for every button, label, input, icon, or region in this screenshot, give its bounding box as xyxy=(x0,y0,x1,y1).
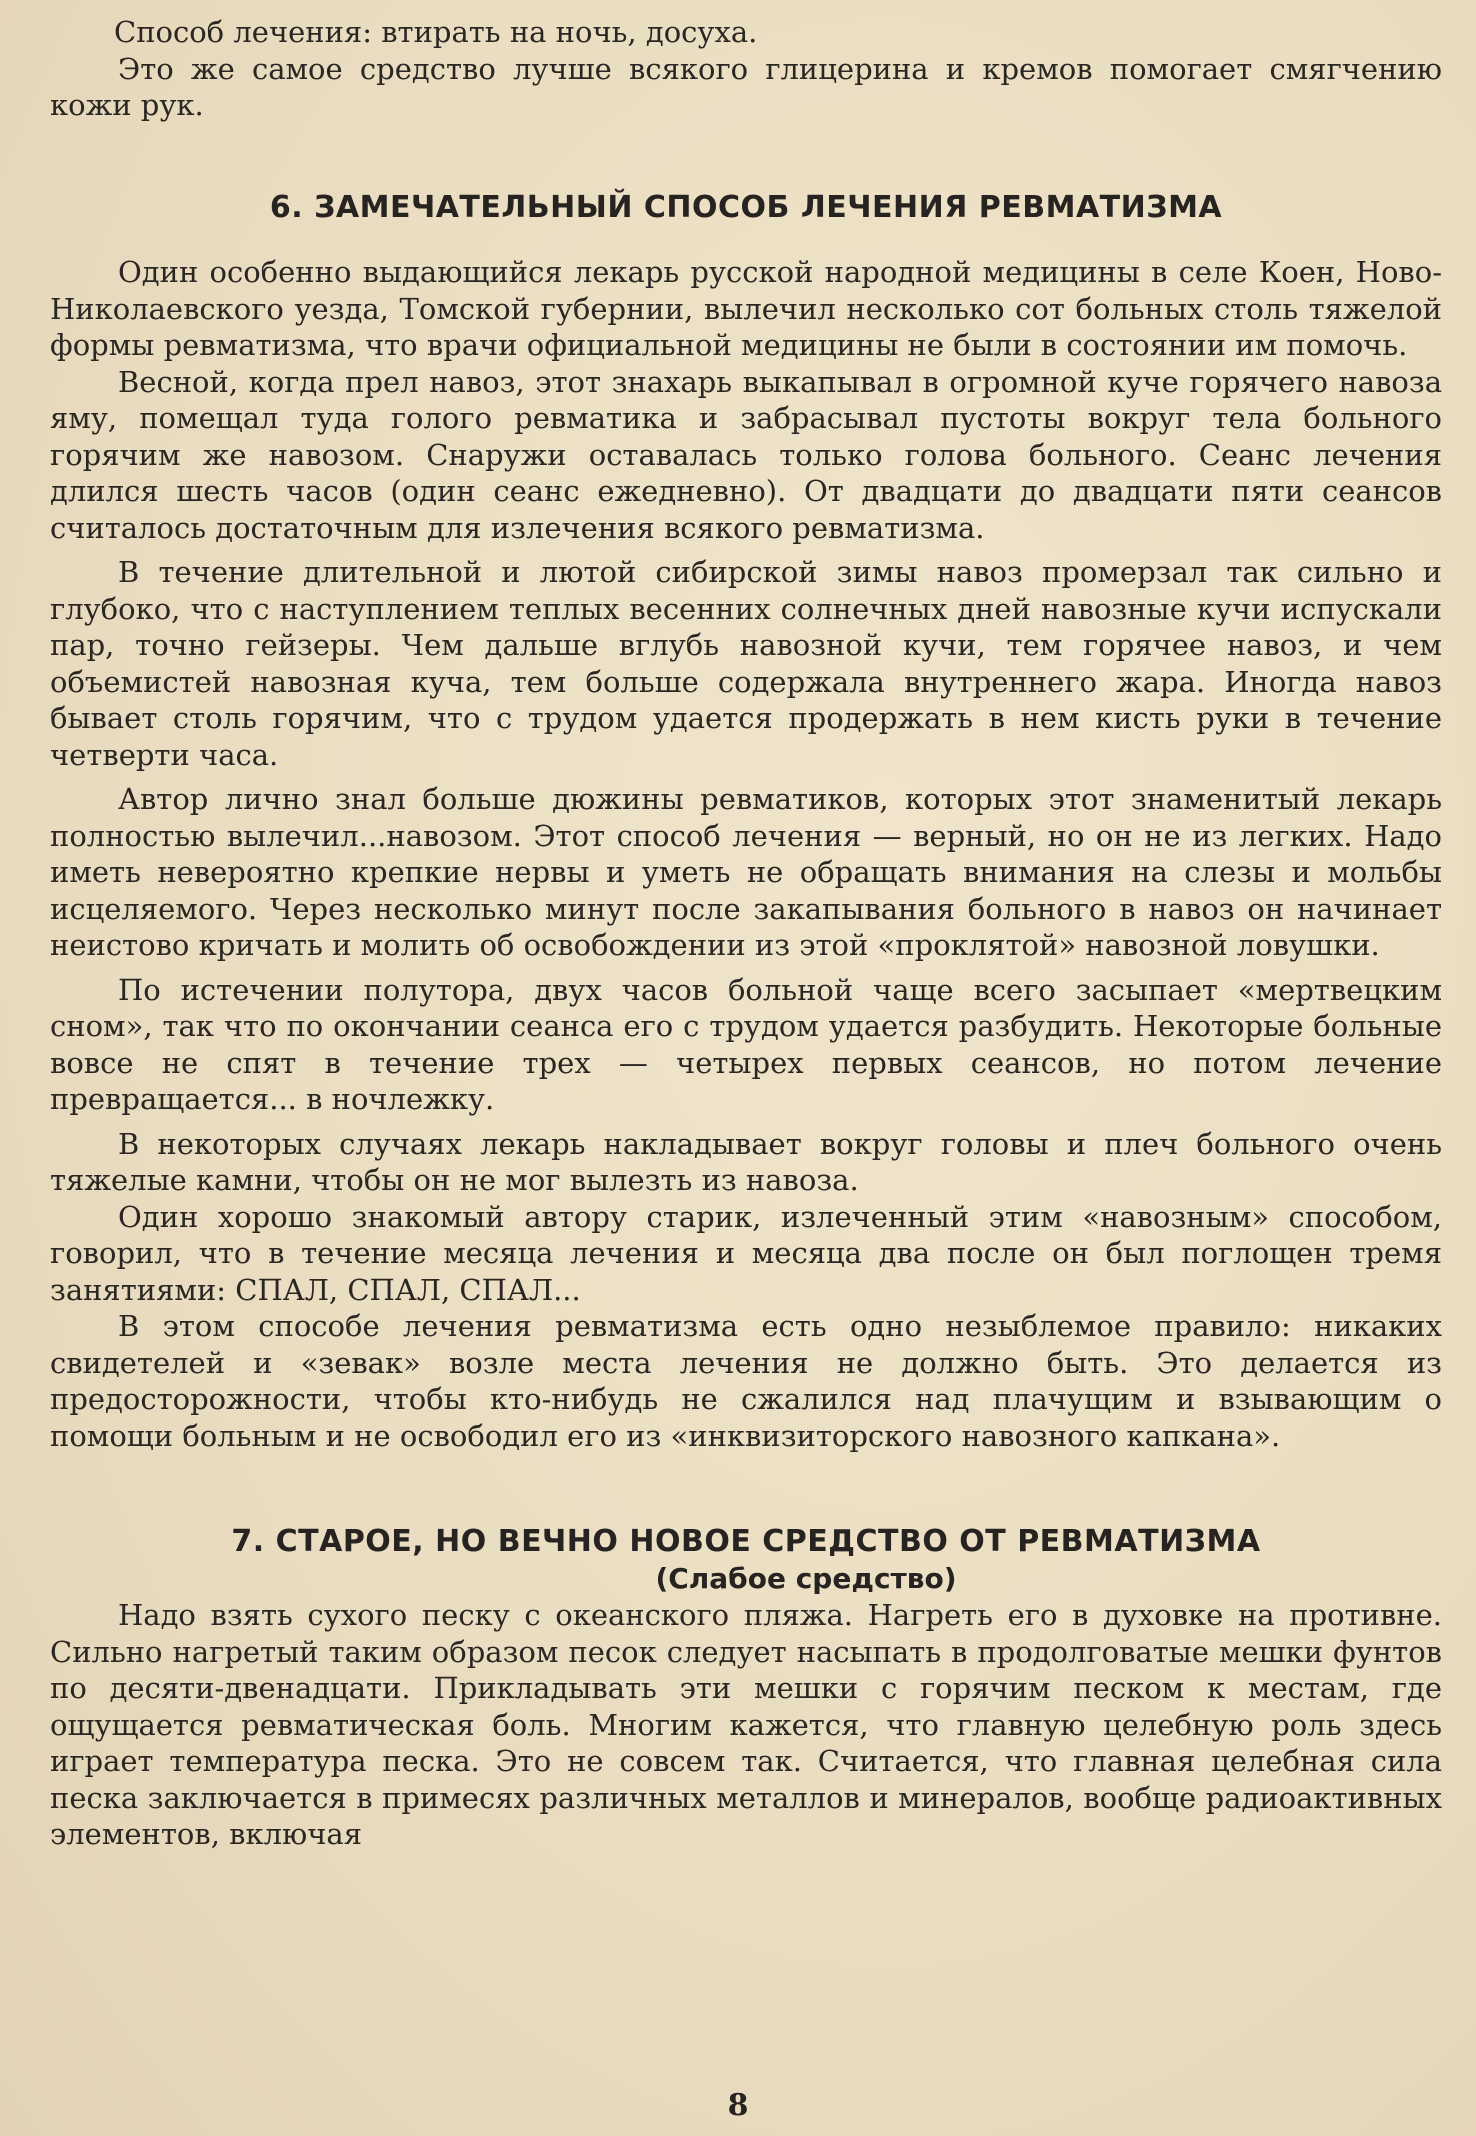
paragraph: В некоторых случаях лекарь накладывает вокруг головы и плеч больного очень тяжелые камни, чтобы он не мог вылезть из навоза. xyxy=(50,1126,1442,1197)
intro-line: Способ лечения: втирать на ночь, досуха. xyxy=(114,15,758,49)
paragraph: В этом способе лечения ревматизма есть одно незыблемое правило: никаких свидетелей и «зевак» возле места лечения не должно быть. Это делается из предосторожности, чтобы кто-нибудь не сжалился над плачущим и взывающим о помощи больным и не освободил его из «инквизиторского навозного капкана». xyxy=(50,1309,1442,1453)
paragraph: Автор лично знал больше дюжины ревматиков, которых этот знаменитый лекарь полностью вылечил...навозом. Этот способ лечения — верный, но он не из легких. Надо иметь невероятно крепкие нервы и уметь не обращать внимания на слезы и мольбы исцеляемого. Через несколько минут после закапывания больного в навоз он начинает неистово кричать и молить об освобождении из этой «проклятой» навозной ловушки. xyxy=(50,782,1442,962)
paragraph: Весной, когда прел навоз, этот знахарь выкапывал в огромной куче горячего навоза яму, помещал туда голого ревматика и забрасывал пустоты вокруг тела больного горячим же навозом. Снаружи оставалась только голова больного. Сеанс лечения длился шесть часов (один сеанс ежедневно). От двадцати до двадцати пяти сеансов считалось достаточным для излечения всякого ревматизма. xyxy=(50,364,1442,545)
page-number: 8 xyxy=(727,2088,749,2123)
section-7-subheading: (Слабое средство) xyxy=(655,1561,957,1595)
paragraph: По истечении полутора, двух часов больной чаще всего засыпает «мертвецким сном», так что по окончании сеанса его с трудом удается разбудить. Некоторые больные вовсе не спят в течение трех — четырех первых сеансов, но потом лечение превращается... в ночлежку. xyxy=(50,972,1442,1116)
paragraph: Один хорошо знакомый автору старик, излеченный этим «навозным» способом, говорил, что в течение месяца лечения и месяца два после он был поглощен тремя занятиями: СПАЛ, СПАЛ, СПАЛ... xyxy=(50,1199,1442,1307)
paragraph: Один особенно выдающийся лекарь русской народной медицины в селе Коен, Ново-Николаевского уезда, Томской губернии, вылечил несколько сот больных столь тяжелой формы ревматизма, что врачи официальной медицины не были в состоянии им помочь. xyxy=(50,255,1442,362)
paragraph: Надо взять сухого песку с океанского пляжа. Нагреть его в духовке на противне. Сильно нагретый таким образом песок следует насыпать в продолговатые мешки фунтов по десяти-двенадцати. Прикладывать эти мешки с горячим песком к местам, где ощущается ревматическая боль. Многим кажется, что главную целебную роль здесь играет температура песка. Это не совсем так. Считается, что главная целебная сила песка заключается в примесях различных металлов и минералов, вообще радиоактивных элементов, включая xyxy=(50,1598,1442,1851)
section-6-heading: 6. ЗАМЕЧАТЕЛЬНЫЙ СПОСОБ ЛЕЧЕНИЯ РЕВМАТИЗМА xyxy=(269,189,1223,225)
paragraph: В течение длительной и лютой сибирской зимы навоз промерзал так сильно и глубоко, что с наступлением теплых весенних солнечных дней навозные кучи испускали пар, точно гейзеры. Чем дальше вглубь навозной кучи, тем горячее навоз, и чем объемистей навозная куча, тем больше содержала внутреннего жара. Иногда навоз бывает столь горячим, что с трудом удается продержать в нем кисть руки в течение четверти часа. xyxy=(50,555,1442,772)
section-7-heading: 7. СТАРОЕ, НО ВЕЧНО НОВОЕ СРЕДСТВО ОТ РЕВМАТИЗМА xyxy=(231,1524,1261,1559)
intro-paragraph: Это же самое средство лучше всякого глицерина и кремов помогает смягчению кожи рук. xyxy=(50,51,1442,122)
